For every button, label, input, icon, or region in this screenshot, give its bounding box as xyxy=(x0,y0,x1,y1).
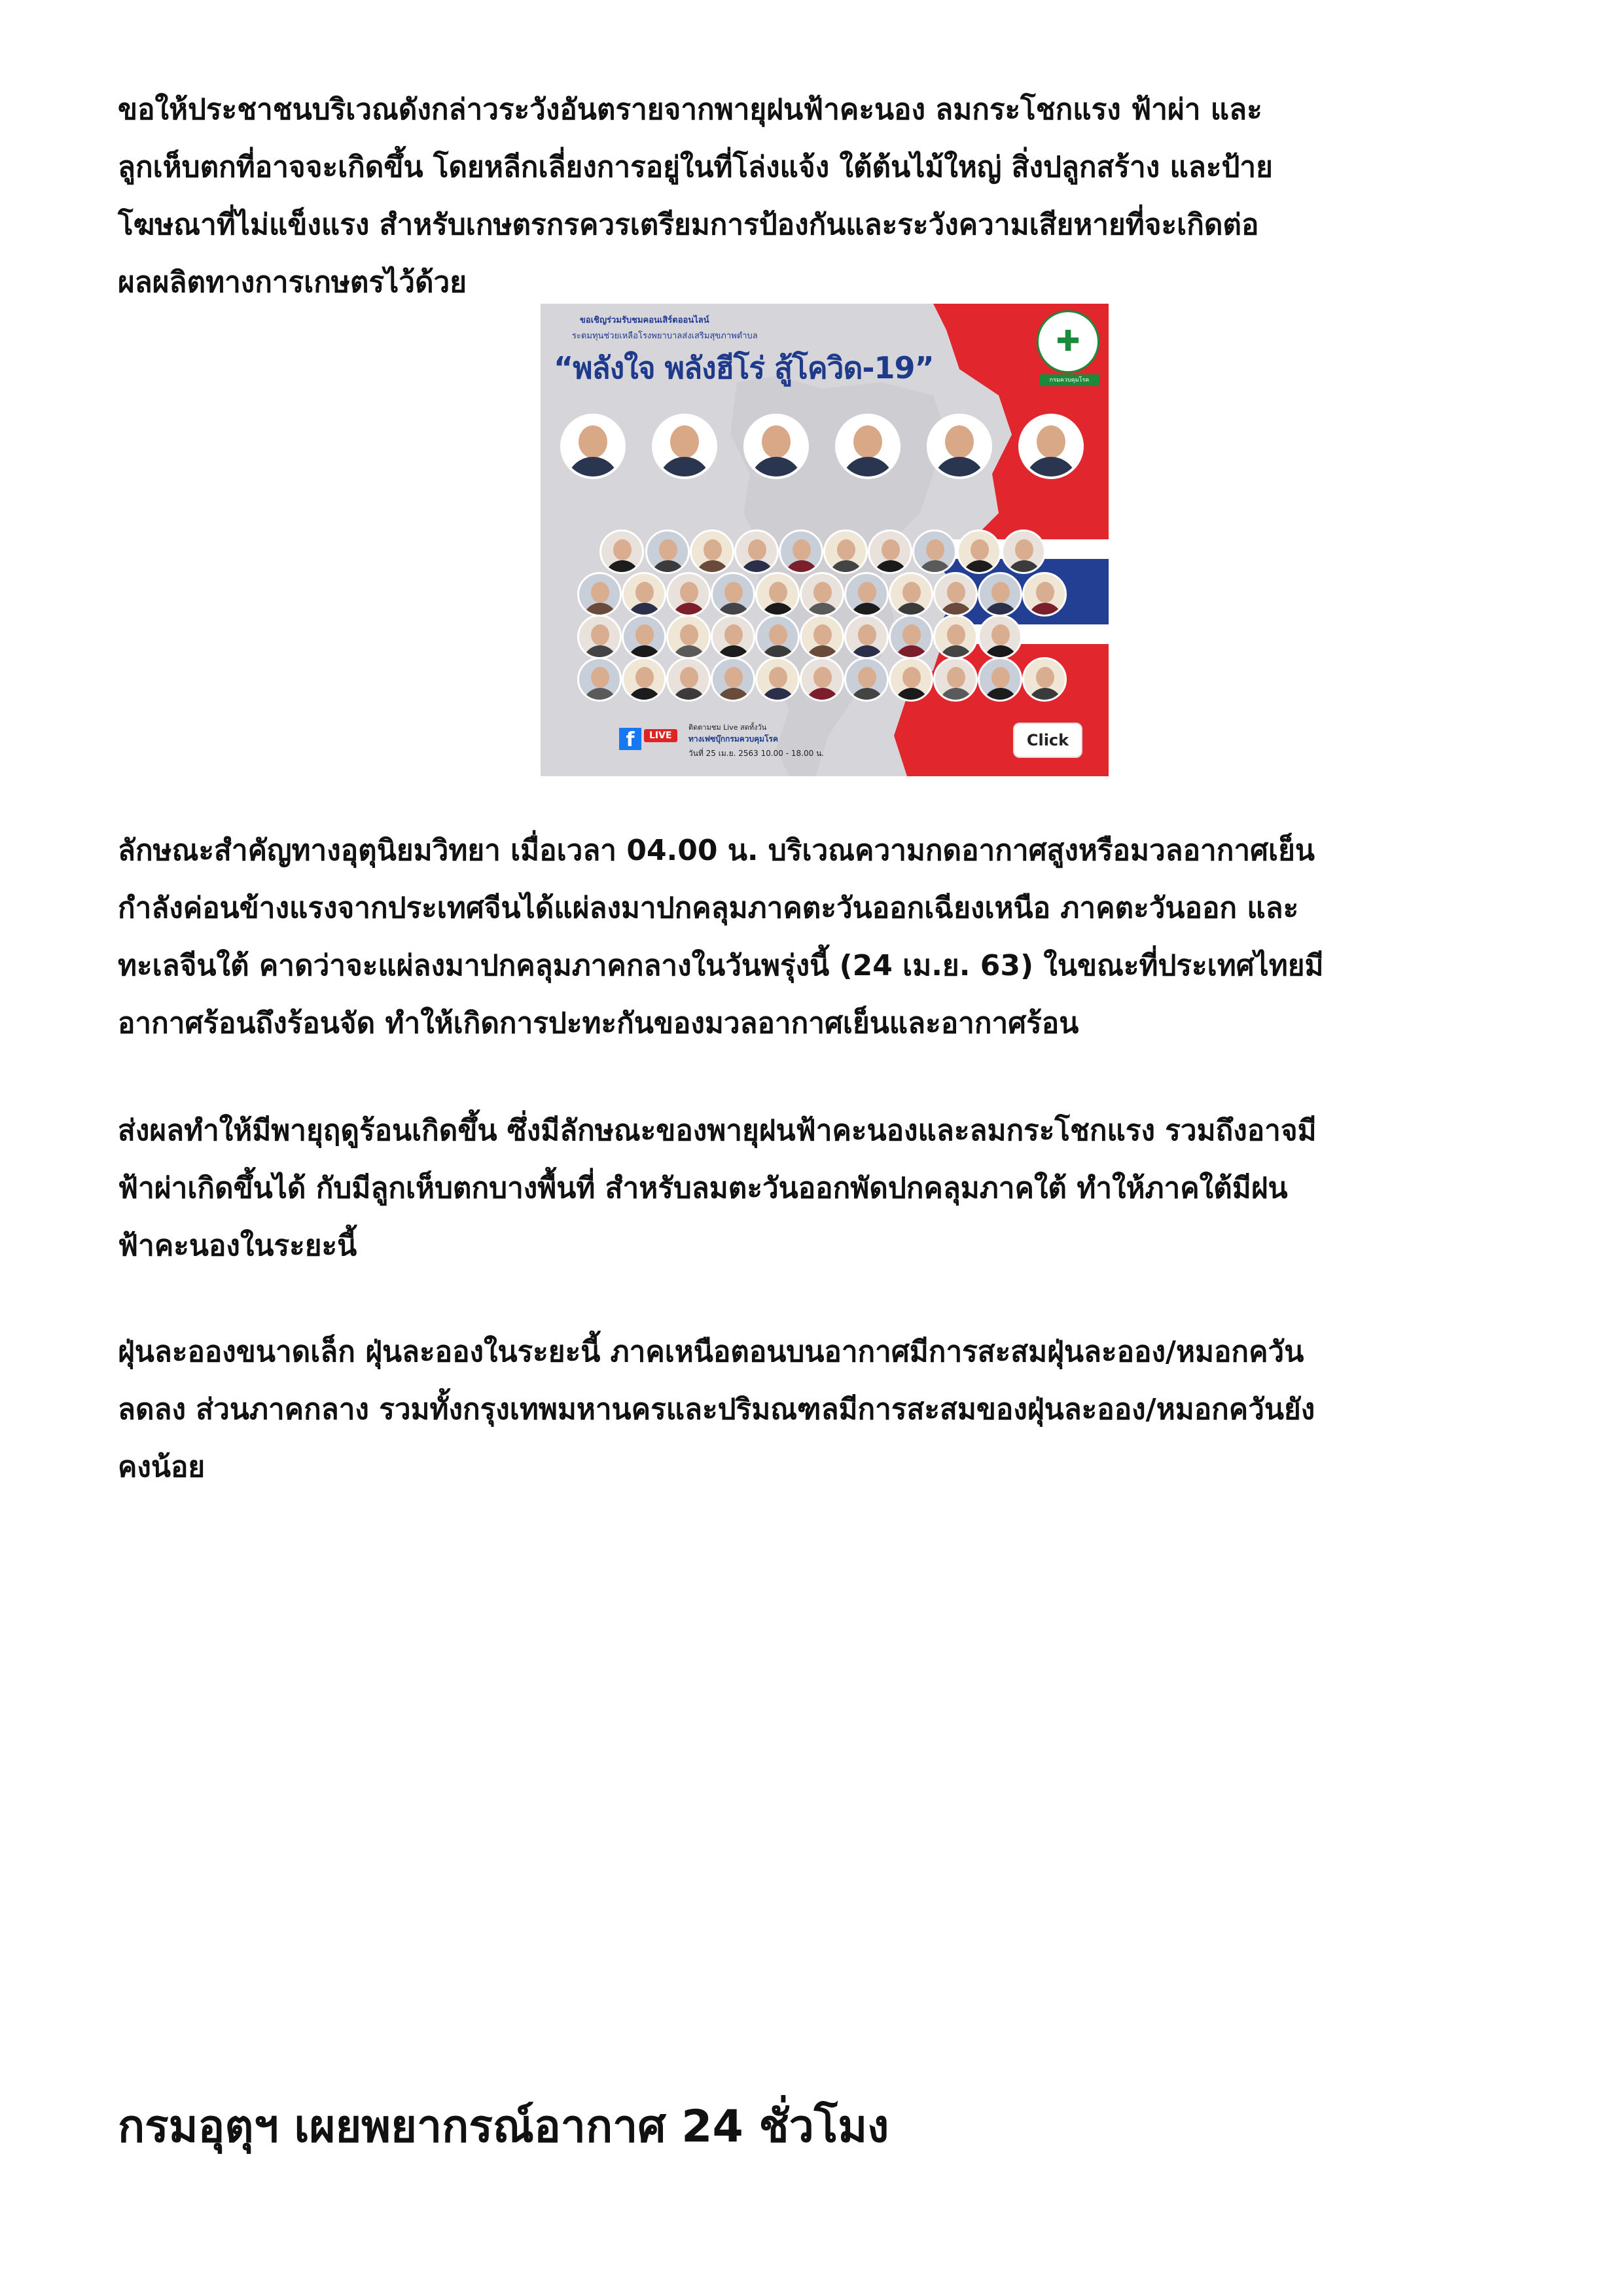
host-portrait xyxy=(835,414,901,479)
click-button[interactable]: Click xyxy=(1013,723,1082,758)
live-badge: LIVE xyxy=(644,729,677,742)
guest-portrait xyxy=(577,572,622,617)
guest-portrait xyxy=(978,615,1022,659)
banner-info-line-3: วันที่ 25 เม.ย. 2563 10.00 - 18.00 น. xyxy=(688,749,825,758)
guest-portrait xyxy=(823,529,868,574)
guest-portrait xyxy=(711,572,755,617)
banner-pre-line-1: ขอเชิญร่วมรับชมคอนเสิร์ตออนไลน์ xyxy=(580,315,709,325)
guest-portrait xyxy=(868,529,912,574)
guest-portrait xyxy=(889,572,933,617)
guest-portrait xyxy=(711,615,755,659)
guest-portrait xyxy=(690,529,734,574)
guest-portrait xyxy=(957,529,1001,574)
host-portrait xyxy=(652,414,717,479)
guest-portrait xyxy=(622,615,666,659)
host-portrait xyxy=(743,414,809,479)
guest-portrait xyxy=(844,657,889,702)
concert-banner-image[interactable] xyxy=(541,304,1109,776)
guest-portrait xyxy=(889,657,933,702)
banner-title: “พลังใจ พลังฮีโร่ สู้โควิด-19” xyxy=(554,350,934,386)
department-disease-control-logo xyxy=(1037,310,1099,373)
guest-portrait xyxy=(933,572,978,617)
guest-portrait xyxy=(622,572,666,617)
meteorology-paragraph: ลักษณะสำคัญทางอุตุนิยมวิทยา เมื่อเวลา 04.00 น. บริเวณความกดอากาศสูงหรือมวลอากาศเย็น กำลังค่อนข้างแรงจากประเทศจีนได้แผ่ลงมาปกคลุมภาคตะวันออกเฉียงเหนือ ภาคตะวันออก และ ทะเลจีนใต้ คาดว่าจะแผ่ลงมาปกคลุมภาคกลางในวันพรุ่งนี้ (24 เม.ย. 63) ในขณะที่ประเทศไทยมี อากาศร้อนถึงร้อนจัด ทำให้เกิดการปะทะกันของมวลอากาศเย็นและอากาศร้อน xyxy=(118,834,1324,1040)
guest-portrait xyxy=(666,657,711,702)
host-portrait xyxy=(1018,414,1084,479)
facebook-icon: f xyxy=(619,728,641,750)
guest-portrait xyxy=(800,615,844,659)
forecast-heading: กรมอุตุฯ เผยพยากรณ์อากาศ 24 ชั่วโมง xyxy=(118,2101,889,2153)
guest-portrait xyxy=(666,615,711,659)
guest-portrait xyxy=(912,529,957,574)
guest-portrait xyxy=(755,615,800,659)
guest-portrait xyxy=(1022,572,1067,617)
dust-paragraph: ฝุ่นละอองขนาดเล็ก ฝุ่นละอองในระยะนี้ ภาคเหนือตอนบนอากาศมีการสะสมฝุ่นละออง/หมอกควัน ลดลง ส่วนภาคกลาง รวมทั้งกรุงเทพมหานครและปริมณฑลมีการสะสมของฝุ่นละออง/หมอกควันยัง คงน้อย xyxy=(118,1335,1315,1484)
medical-cross-icon: ✚ xyxy=(1056,325,1080,358)
banner-info-line-2: ทางเฟซบุ๊กกรมควบคุมโรค xyxy=(688,734,778,744)
guest-portrait xyxy=(645,529,690,574)
guest-portrait xyxy=(755,657,800,702)
guest-portrait xyxy=(734,529,779,574)
banner-pre-line-2: ระดมทุนช่วยเหลือโรงพยาบาลส่งเสริมสุขภาพตำบล xyxy=(572,331,758,341)
guest-portrait xyxy=(599,529,644,574)
host-portrait xyxy=(560,414,626,479)
guest-portrait xyxy=(978,657,1022,702)
guest-portrait xyxy=(844,615,889,659)
guest-portrait xyxy=(933,615,978,659)
host-portrait xyxy=(927,414,992,479)
guest-portrait xyxy=(800,657,844,702)
banner-info-line-1: ติดตามชม Live สดทั้งวัน xyxy=(688,723,767,732)
guest-portrait xyxy=(577,615,622,659)
guest-portrait xyxy=(666,572,711,617)
guest-portrait xyxy=(1022,657,1067,702)
guest-portrait xyxy=(711,657,755,702)
summer-storm-paragraph: ส่งผลทำให้มีพายุฤดูร้อนเกิดขึ้น ซึ่งมีลักษณะของพายุฝนฟ้าคะนองและลมกระโชกแรง รวมถึงอาจมี ฟ้าผ่าเกิดขึ้นได้ กับมีลูกเห็บตกบางพื้นที่ สำหรับลมตะวันออกพัดปกคลุมภาคใต้ ทำให้ภาคใต้มีฝน ฟ้าคะนองในระยะนี้ xyxy=(118,1114,1317,1263)
guest-portrait xyxy=(755,572,800,617)
guest-portrait xyxy=(889,615,933,659)
warning-paragraph: ขอให้ประชาชนบริเวณดังกล่าวระวังอันตรายจากพายุฝนฟ้าคะนอง ลมกระโชกแรง ฟ้าผ่า และ ลูกเห็บตกที่อาจจะเกิดขึ้น โดยหลีกเลี่ยงการอยู่ในที่โล่งแจ้ง ใต้ต้นไม้ใหญ่ สิ่งปลูกสร้าง และป้าย โฆษณาที่ไม่แข็งแรง สำหรับเกษตรกรควรเตรียมการป้องกันและระวังความเสียหายที่จะเกิดต่อ ผลผลิตทางการเกษตรไว้ด้วย xyxy=(118,93,1273,299)
guest-portrait xyxy=(1001,529,1046,574)
guest-portrait xyxy=(844,572,889,617)
guest-portrait xyxy=(577,657,622,702)
guest-portrait xyxy=(933,657,978,702)
guest-portrait xyxy=(800,572,844,617)
guest-portrait xyxy=(779,529,823,574)
guest-portrait xyxy=(978,572,1022,617)
guest-portrait xyxy=(622,657,666,702)
logo-caption: กรมควบคุมโรค xyxy=(1039,374,1099,386)
